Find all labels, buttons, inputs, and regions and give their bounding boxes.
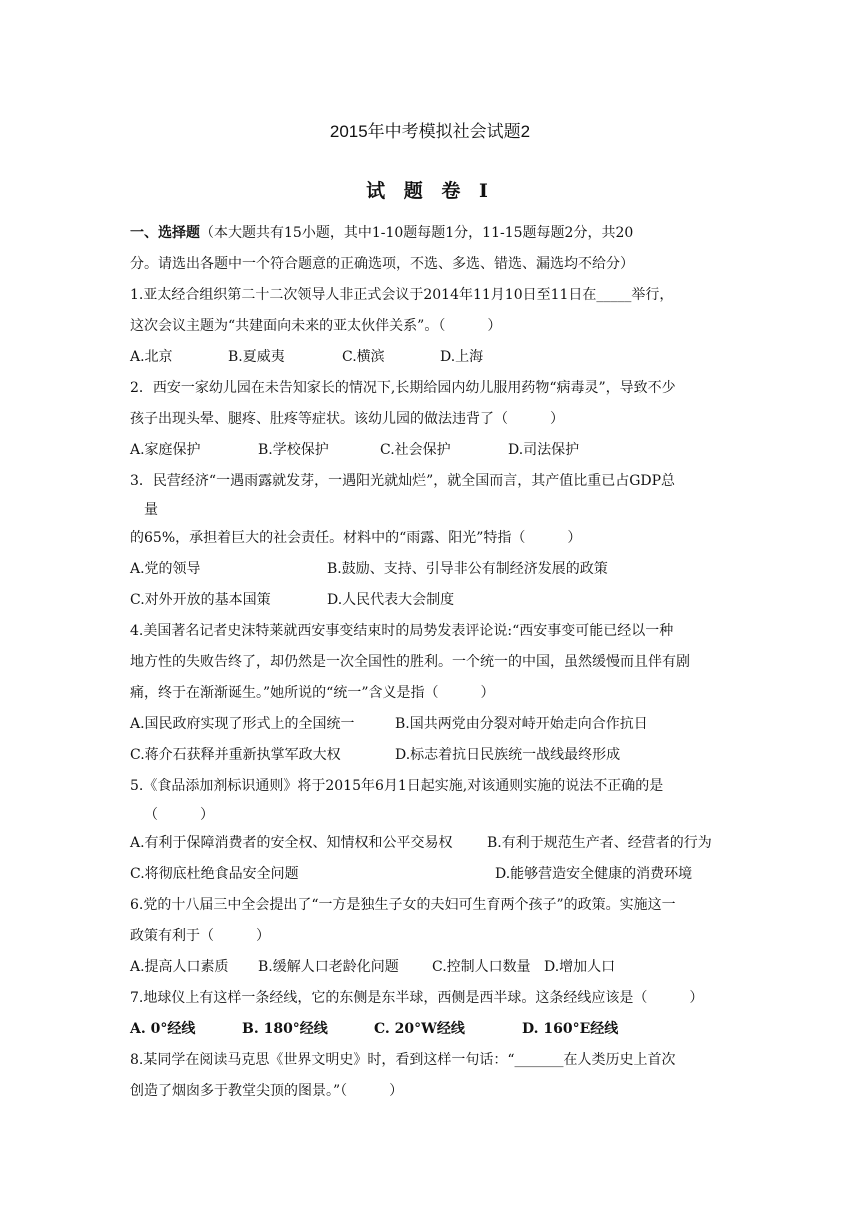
section-header — [130, 218, 740, 249]
option-a: A.国民政府实现了形式上的全国统一 — [130, 716, 355, 732]
question-3-stem-cont: 的65%，承担着巨大的社会责任。材料中的“雨露、阳光”特指（ ） — [130, 530, 582, 546]
option-b: B. 180°经线 — [242, 1021, 328, 1037]
option-d: D.能够营造安全健康的消费环境 — [495, 866, 693, 882]
option-c: C.对外开放的基本国策 — [130, 592, 271, 608]
question-7-options — [130, 1014, 740, 1045]
question-8-stem: 8.某同学在阅读马克思《世界文明史》时，看到这样一句话：“_______在人类历史上首次 — [130, 1052, 676, 1068]
option-b: B.缓解人口老龄化问题 — [258, 959, 399, 975]
question-3-stem: 3．民营经济“一遇雨露就发芽，一遇阳光就灿烂”，就全国而言，其产值比重已占GDP总 — [130, 473, 676, 489]
option-a: A.家庭保护 — [130, 442, 201, 458]
question-1-stem: 1.亚太经合组织第二十二次领导人非正式会议于2014年11月10日至11日在_____举行， — [130, 287, 674, 303]
option-a: A. 0°经线 — [130, 1021, 196, 1037]
option-b: B.国共两党由分裂对峙开始走向合作抗日 — [395, 716, 648, 732]
option-d: D.人民代表大会制度 — [327, 592, 455, 608]
paper-subtitle: 试 题 卷 Ⅰ — [366, 180, 494, 202]
question-4-stem-cont: 地方性的失败告终了，却仍然是一次全国性的胜利。一个统一的中国，虽然缓慢而且伴有剧 — [130, 654, 690, 670]
question-1-stem-cont: 这次会议主题为“共建面向未来的亚太伙伴关系”。（ ） — [130, 318, 502, 334]
question-2-options — [130, 435, 740, 466]
question-8-stem-cont: 创造了烟囱多于教堂尖顶的图景。”（ ） — [130, 1083, 404, 1099]
question-6-options — [130, 952, 740, 983]
option-c: C.蒋介石获释并重新执掌军政大权 — [130, 747, 341, 763]
question-6-stem-cont: 政策有利于（ ） — [130, 928, 270, 944]
question-5-stem: 5.《食品添加剂标识通则》将于2015年6月1日起实施,对该通则实施的说法不正确的是 — [130, 778, 664, 794]
option-d: D.增加人口 — [544, 959, 616, 975]
page-title: 2015年中考模拟社会试题2 — [329, 122, 531, 141]
option-a: A.北京 — [130, 349, 173, 365]
option-d: D. 160°E经线 — [522, 1021, 619, 1037]
question-7-stem: 7.地球仪上有这样一条经线，它的东侧是东半球，西侧是西半球。这条经线应该是（ ） — [130, 990, 704, 1006]
option-d: D.司法保护 — [508, 442, 580, 458]
question-3-options-row2 — [130, 585, 740, 616]
question-6-stem: 6.党的十八届三中全会提出了“一方是独生子女的夫妇可生育两个孩子”的政策。实施这一 — [130, 897, 676, 913]
question-5-options-row1 — [130, 828, 740, 859]
option-b: B.有利于规范生产者、经营者的行为 — [487, 835, 712, 851]
question-section — [130, 218, 740, 1107]
option-d: D.标志着抗日民族统一战线最终形成 — [395, 747, 621, 763]
question-1-options — [130, 342, 740, 373]
option-b: B.夏威夷 — [228, 349, 285, 365]
option-c: C. 20°W经线 — [374, 1021, 465, 1037]
section-heading: 一、选择题 — [130, 225, 200, 241]
option-a: A.提高人口素质 — [130, 959, 229, 975]
section-instructions-cont: 分。请选出各题中一个符合题意的正确选项，不选、多选、错选、漏选均不给分） — [130, 256, 634, 272]
question-4-stem: 4.美国著名记者史沫特莱就西安事变结束时的局势发表评论说:“西安事变可能已经以一种 — [130, 623, 674, 639]
option-c: C.控制人口数量 — [432, 959, 531, 975]
option-a: A.党的领导 — [130, 561, 201, 577]
option-c: C.将彻底杜绝食品安全问题 — [130, 866, 299, 882]
option-b: B.学校保护 — [258, 442, 329, 458]
section-instructions: （本大题共有15小题，其中1-10题每题1分，11-15题每题2分，共20 — [200, 225, 634, 241]
question-4-options-row2 — [130, 740, 740, 771]
question-3-options-row1 — [130, 554, 740, 585]
question-5-stem-wrap: （ ） — [144, 807, 214, 823]
question-4-stem-cont2: 痛，终于在渐渐诞生。”她所说的“统一”含义是指（ ） — [130, 685, 495, 701]
question-3-stem-wrap: 量 — [144, 502, 158, 518]
option-b: B.鼓励、支持、引导非公有制经济发展的政策 — [327, 561, 608, 577]
option-d: D.上海 — [440, 349, 484, 365]
question-5-options-row2 — [130, 859, 740, 890]
question-2-stem-cont: 孩子出现头晕、腿疼、肚疼等症状。该幼儿园的做法违背了（ ） — [130, 411, 564, 427]
option-c: C.社会保护 — [380, 442, 451, 458]
option-c: C.横滨 — [342, 349, 385, 365]
option-a: A.有利于保障消费者的安全权、知情权和公平交易权 — [130, 835, 453, 851]
question-2-stem: 2．西安一家幼儿园在未告知家长的情况下,长期给园内幼儿服用药物“病毒灵”，导致不少 — [130, 380, 676, 396]
question-4-options-row1 — [130, 709, 740, 740]
